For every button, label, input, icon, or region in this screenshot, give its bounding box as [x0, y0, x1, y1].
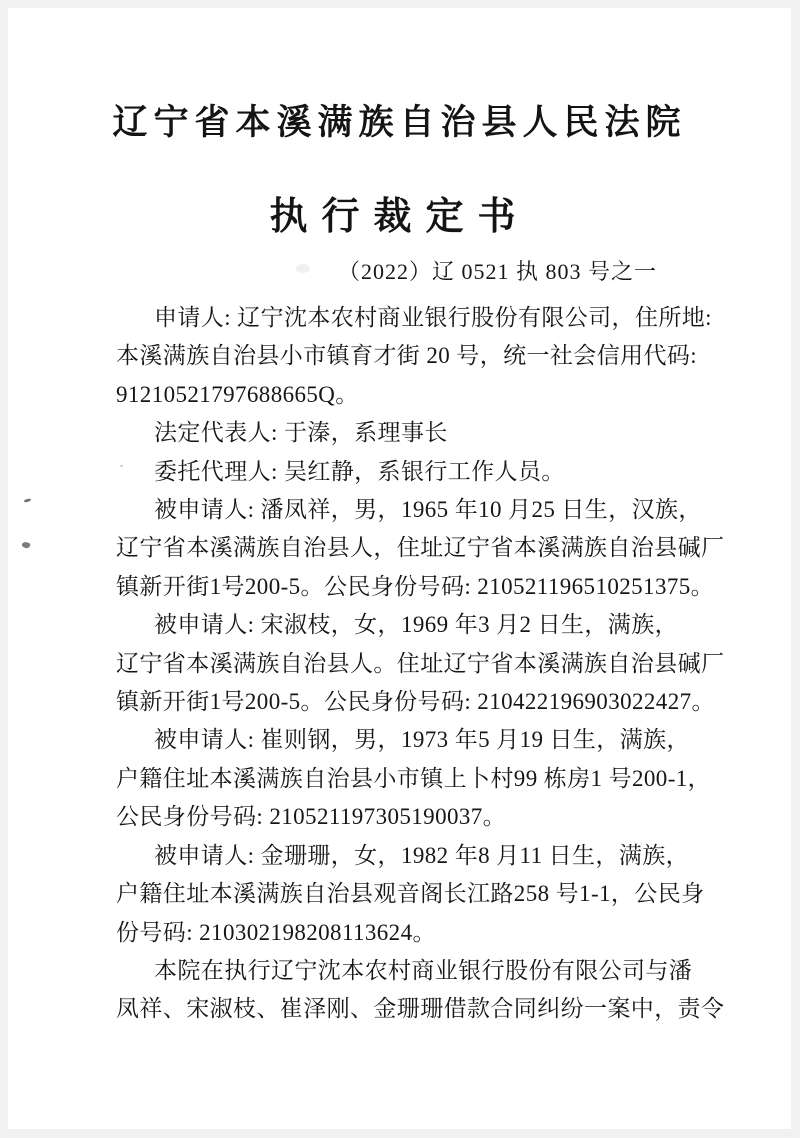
document-line: 户籍住址本溪满族自治县观音阁长江路258 号1-1，公民身 [116, 881, 705, 907]
document-line: 凤祥、宋淑枝、崔泽刚、金珊珊借款合同纠纷一案中，责令 [116, 996, 725, 1022]
document-line: 镇新开街1号200-5。公民身份号码: 210521196510251375。 [116, 573, 715, 599]
document-line: 份号码: 210302198208113624。 [116, 919, 436, 945]
court-name: 辽宁省本溪满族自治县人民法院 [112, 103, 687, 142]
scan-artifact [296, 264, 310, 273]
document-line: 法定代表人: 于溱，系理事长 [154, 420, 448, 446]
document-line: 户籍住址本溪满族自治县小市镇上卜村99 栋房1 号200-1， [116, 765, 712, 791]
document-line: 本院在执行辽宁沈本农村商业银行股份有限公司与潘 [154, 957, 693, 983]
document-line: 辽宁省本溪满族自治县人。住址辽宁省本溪满族自治县碱厂 [116, 650, 725, 676]
document-line: 镇新开街1号200-5。公民身份号码: 210422196903022427。 [116, 689, 715, 715]
scan-artifact [21, 541, 31, 550]
document-line: 申请人: 辽宁沈本农村商业银行股份有限公司，住所地: [154, 305, 712, 330]
document-line: 被申请人: 潘凤祥，男，1965 年10 月25 日生，汉族， [154, 497, 702, 523]
document-line: 被申请人: 崔则钢，男，1973 年5 月19 日生，满族， [154, 727, 690, 753]
document-body [116, 299, 736, 1029]
document-line: 委托代理人: 吴红静，系银行工作人员。 [154, 458, 565, 484]
case-number: （2022）辽 0521 执 803 号之一 [337, 259, 657, 284]
document-line: 被申请人: 金珊珊，女，1982 年8 月11 日生，满族， [154, 842, 690, 868]
document-line: 91210521797688665Q。 [116, 381, 359, 407]
document-line: 公民身份号码: 210521197305190037。 [116, 804, 507, 830]
scan-artifact [24, 498, 32, 503]
document-line: 辽宁省本溪满族自治县人，住址辽宁省本溪满族自治县碱厂 [116, 535, 725, 561]
document-line: 被申请人: 宋淑枝，女，1969 年3 月2 日生，满族， [154, 612, 678, 638]
document-page [8, 8, 791, 1129]
document-line: 本溪满族自治县小市镇育才街 20 号，统一社会信用代码: [116, 343, 698, 369]
document-title: 执行裁定书 [269, 196, 530, 238]
